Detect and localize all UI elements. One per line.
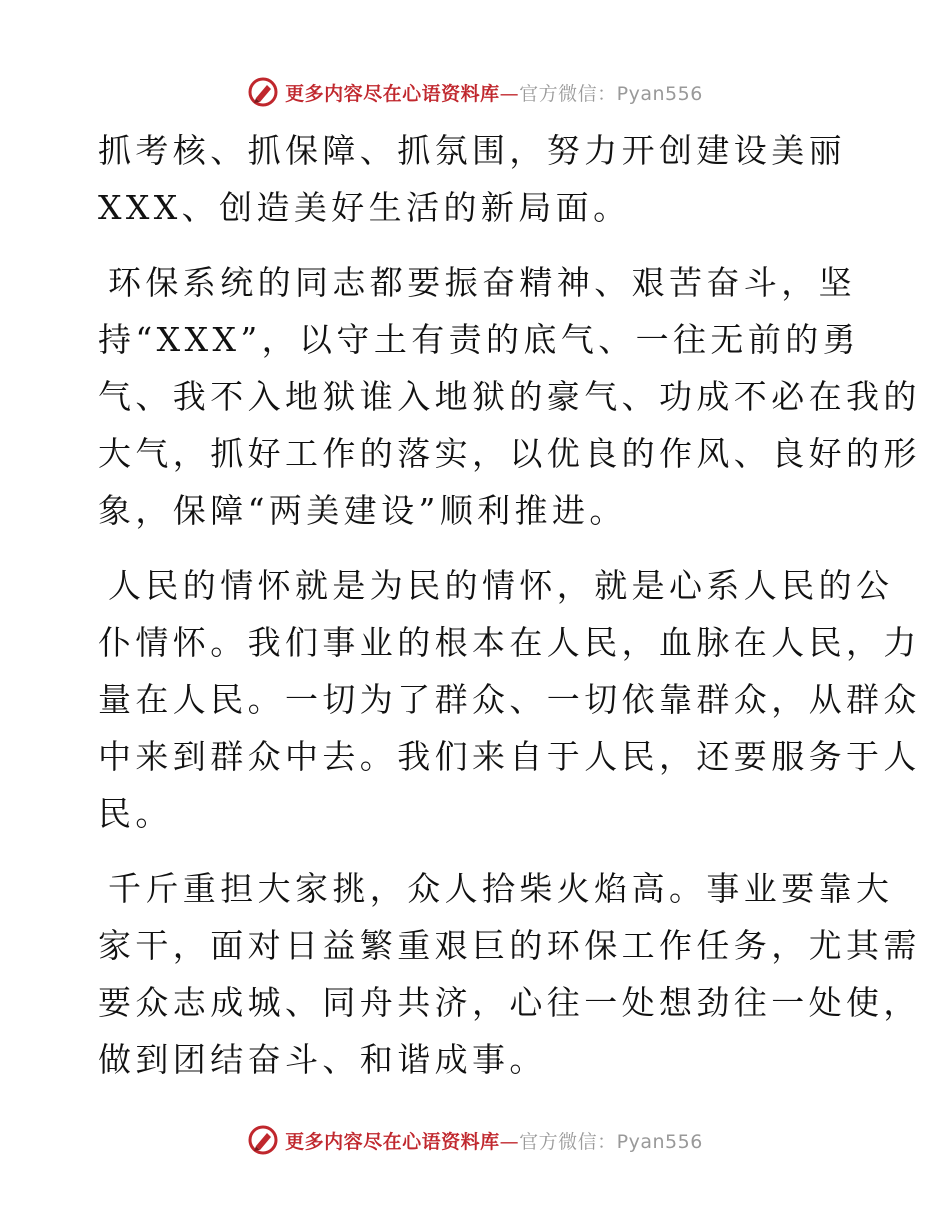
paragraph-3 <box>98 557 921 842</box>
text-line: 民。 <box>98 794 173 833</box>
text-line: 气、我不入地狱谁入地狱的豪气、功成不必在我的 <box>98 377 921 416</box>
watermark-site-name: 更多内容尽在心语资料库 <box>285 1130 500 1153</box>
paragraph-4 <box>98 860 921 1088</box>
pen-circle-logo-icon <box>247 76 279 108</box>
text-line: XXX、创造美好生活的新局面。 <box>98 188 631 227</box>
text-line: 环保系统的同志都要振奋精神、艰苦奋斗，坚 <box>108 263 856 302</box>
watermark-site-name: 更多内容尽在心语资料库 <box>285 82 500 105</box>
text-line: 象，保障“两美建设”顺利推进。 <box>98 491 627 530</box>
watermark-wechat: 官方微信：Pyan556 <box>519 1130 703 1153</box>
text-line: 家干，面对日益繁重艰巨的环保工作任务，尤其需 <box>98 926 921 965</box>
paragraph-2 <box>98 254 921 539</box>
text-line: 要众志成城、同舟共济，心往一处想劲往一处使， <box>98 983 921 1022</box>
text-line: 量在人民。一切为了群众、一切依靠群众，从群众 <box>98 680 921 719</box>
header-watermark <box>0 72 950 112</box>
text-line: 抓考核、抓保障、抓氛围，努力开创建设美丽 <box>98 131 846 170</box>
text-line: 中来到群众中去。我们来自于人民，还要服务于人 <box>98 737 921 776</box>
text-line: 千斤重担大家挑，众人拾柴火焰高。事业要靠大 <box>108 869 894 908</box>
pen-circle-logo-icon <box>247 1124 279 1156</box>
watermark-separator: — <box>499 1130 520 1153</box>
text-line: 大气，抓好工作的落实，以优良的作风、良好的形 <box>98 434 921 473</box>
text-line: 人民的情怀就是为民的情怀，就是心系人民的公 <box>108 566 894 605</box>
footer-watermark <box>0 1120 950 1160</box>
watermark-separator: — <box>499 82 520 105</box>
document-body <box>98 122 921 1088</box>
text-line: 做到团结奋斗、和谐成事。 <box>98 1040 547 1079</box>
text-line: 仆情怀。我们事业的根本在人民，血脉在人民，力 <box>98 623 921 662</box>
watermark-wechat: 官方微信：Pyan556 <box>519 82 703 105</box>
paragraph-1 <box>98 122 858 236</box>
text-line: 持“XXX”，以守土有责的底气、一往无前的勇 <box>98 320 861 359</box>
